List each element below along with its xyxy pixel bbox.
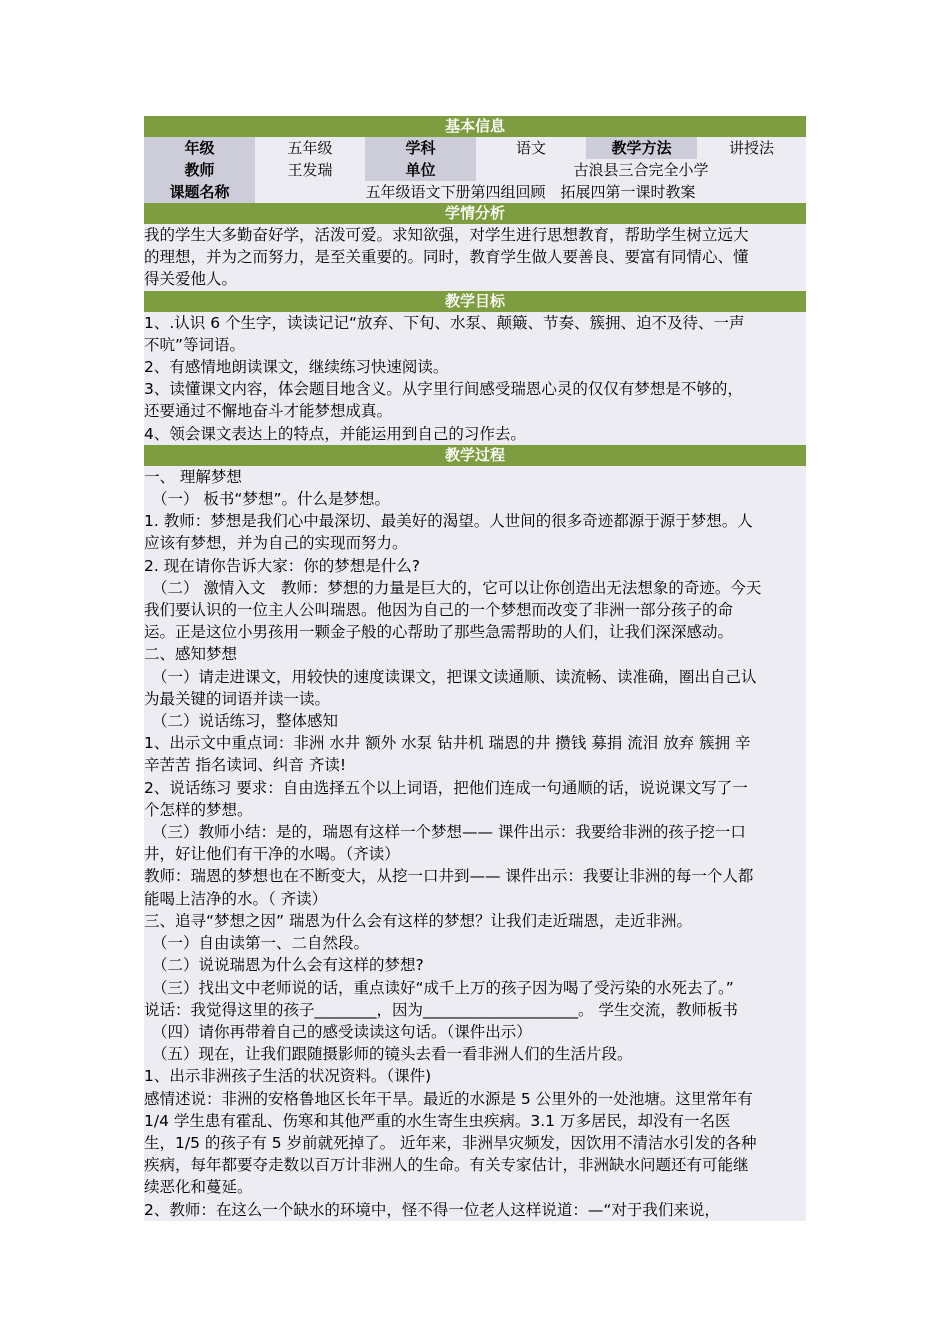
goals-header: 教学目标 (144, 291, 806, 312)
unit-label: 单位 (365, 159, 476, 181)
info-row-3 (144, 181, 806, 203)
info-row-2 (144, 159, 806, 181)
process-line: （二） 激情入文 教师：梦想的力量是巨大的，它可以让你创造出无法想象的奇迹。今天 (152, 578, 762, 597)
process-line: （二）说说瑞恩为什么会有这样的梦想? (152, 956, 424, 975)
process-line: （三）找出文中老师说的话，重点读好“成千上万的孩子因为喝了受污染的水死去了。” (152, 978, 734, 997)
lesson-plan-table (144, 116, 806, 1221)
subject-label: 学科 (365, 137, 476, 159)
process-line: （二）说话练习，整体感知 (152, 712, 339, 731)
method-value: 讲授法 (697, 137, 806, 159)
process-line: （三）教师小结：是的，瑞恩有这样一个梦想—— 课件出示：我要给非洲的孩子挖一口 (152, 823, 746, 842)
info-row-1 (144, 137, 806, 159)
process-line: 1/4 学生患有霍乱、伤寒和其他严重的水生寄生虫疾病。3.1 万多居民，却没有一名医 (144, 1111, 731, 1130)
analysis-line: 的理想，并为之而努力，是至关重要的。同时，教育学生做人要善良、要富有同情心、懂 (144, 248, 749, 267)
process-line: 辛苦苦 指名读词、纠音 齐读! (144, 756, 347, 775)
course-label: 课题名称 (144, 181, 255, 203)
process-line: 一、 理解梦想 (144, 467, 242, 486)
teacher-value: 王发瑞 (255, 159, 365, 181)
process-line: 1. 教师：梦想是我们心中最深切、最美好的渴望。人世间的很多奇迹都源于源于梦想。人 (144, 512, 753, 531)
analysis-line: 得关爱他人。 (144, 270, 238, 289)
goal-line: 还要通过不懈地奋斗才能梦想成真。 (144, 402, 393, 421)
process-line: 2. 现在请你告诉大家：你的梦想是什么? (144, 556, 420, 575)
process-line: 续恶化和蔓延。 (144, 1178, 253, 1197)
process-line: 应该有梦想，并为自己的实现而努力。 (144, 534, 408, 553)
unit-value: 古浪县三合完全小学 (476, 159, 806, 181)
process-line: （一）请走进课文，用较快的速度读课文，把课文读通顺、读流畅、读准确，圈出自己认 (152, 667, 757, 686)
process-line: 2、教师：在这么一个缺水的环境中，怪不得一位老人这样说道：—“对于我们来说， (144, 1200, 720, 1219)
grade-label: 年级 (144, 137, 255, 159)
process-line: 三、追寻“梦想之因” 瑞恩为什么会有这样的梦想？让我们走近瑞恩，走近非洲。 (144, 911, 692, 930)
grade-value: 五年级 (255, 137, 365, 159)
process-line: 感情述说：非洲的安格鲁地区长年干旱。最近的水源是 5 公里外的一处池塘。这里常年有 (144, 1089, 753, 1108)
process-line: 井，好让他们有干净的水喝。（齐读） (144, 845, 400, 864)
analysis-header: 学情分析 (144, 203, 806, 224)
process-line: 为最关键的词语并读一读。 (144, 689, 331, 708)
method-label: 教学方法 (586, 137, 697, 159)
process-line: 生，1/5 的孩子有 5 岁前就死掉了。 近年来，非洲旱灾频发，因饮用不清洁水引发的各种 (144, 1133, 757, 1152)
process-line: 运。正是这位小男孩用一颗金子般的心帮助了那些急需帮助的人们，让我们深深感动。 (144, 623, 734, 642)
course-value: 五年级语文下册第四组回顾 拓展四第一课时教案 (255, 181, 806, 203)
goal-line: 不吭”等词语。 (144, 335, 246, 354)
goal-line: 2、有感情地朗读课文，继续练习快速阅读。 (144, 358, 449, 377)
process-line: 疾病，每年都要夺走数以百万计非洲人的生命。有关专家估计，非洲缺水问题还有可能继 (144, 1156, 749, 1175)
process-line: 能喝上洁净的水。（ 齐读） (144, 889, 328, 908)
process-line: （五）现在，让我们跟随摄影师的镜头去看一看非洲人们的生活片段。 (152, 1045, 633, 1064)
goals-body (144, 312, 806, 445)
process-line: 2、说话练习 要求：自由选择五个以上词语，把他们连成一句通顺的话，说说课文写了一 (144, 778, 748, 797)
analysis-body (144, 224, 806, 291)
goal-line: 4、领会课文表达上的特点，并能运用到自己的习作去。 (144, 424, 526, 443)
process-line: （四）请你再带着自己的感受读读这句话。（课件出示） (152, 1022, 532, 1041)
goal-line: 3、读懂课文内容，体会题目地含义。从字里行间感受瑞恩心灵的仅仅有梦想是不够的， (144, 380, 743, 399)
process-line: 个怎样的梦想。 (144, 800, 253, 819)
process-header: 教学过程 (144, 445, 806, 466)
process-line: （一） 板书“梦想”。什么是梦想。 (152, 490, 390, 509)
process-line: 教师：瑞恩的梦想也在不断变大，从挖一口井到—— 课件出示：我要让非洲的每一个人都 (144, 867, 754, 886)
process-line: 二、感知梦想 (144, 645, 238, 664)
process-line: （一）自由读第一、二自然段。 (152, 934, 370, 953)
process-line: 1、出示文中重点词：非洲 水井 额外 水泵 钻井机 瑞恩的井 攒钱 募捐 流泪 放弃 簇拥 辛 (144, 734, 751, 753)
teacher-label: 教师 (144, 159, 255, 181)
basic-info-header: 基本信息 (144, 116, 806, 137)
subject-value: 语文 (476, 137, 586, 159)
goal-line: 1、.认识 6 个生字，读读记记“放弃、下旬、水泵、颠簸、节奏、簇拥、迫不及待、一声 (144, 313, 745, 332)
analysis-line: 我的学生大多勤奋好学，活泼可爱。求知欲强，对学生进行思想教育，帮助学生树立远大 (144, 226, 749, 244)
process-line: 说话：我觉得这里的孩子________，因为____________________。 学生交流，教师板书 (144, 1000, 738, 1019)
process-line: 我们要认识的一位主人公叫瑞恩。他因为自己的一个梦想而改变了非洲一部分孩子的命 (144, 601, 734, 620)
process-body (144, 466, 806, 1221)
process-line: 1、出示非洲孩子生活的状况资料。（课件) (144, 1067, 432, 1086)
